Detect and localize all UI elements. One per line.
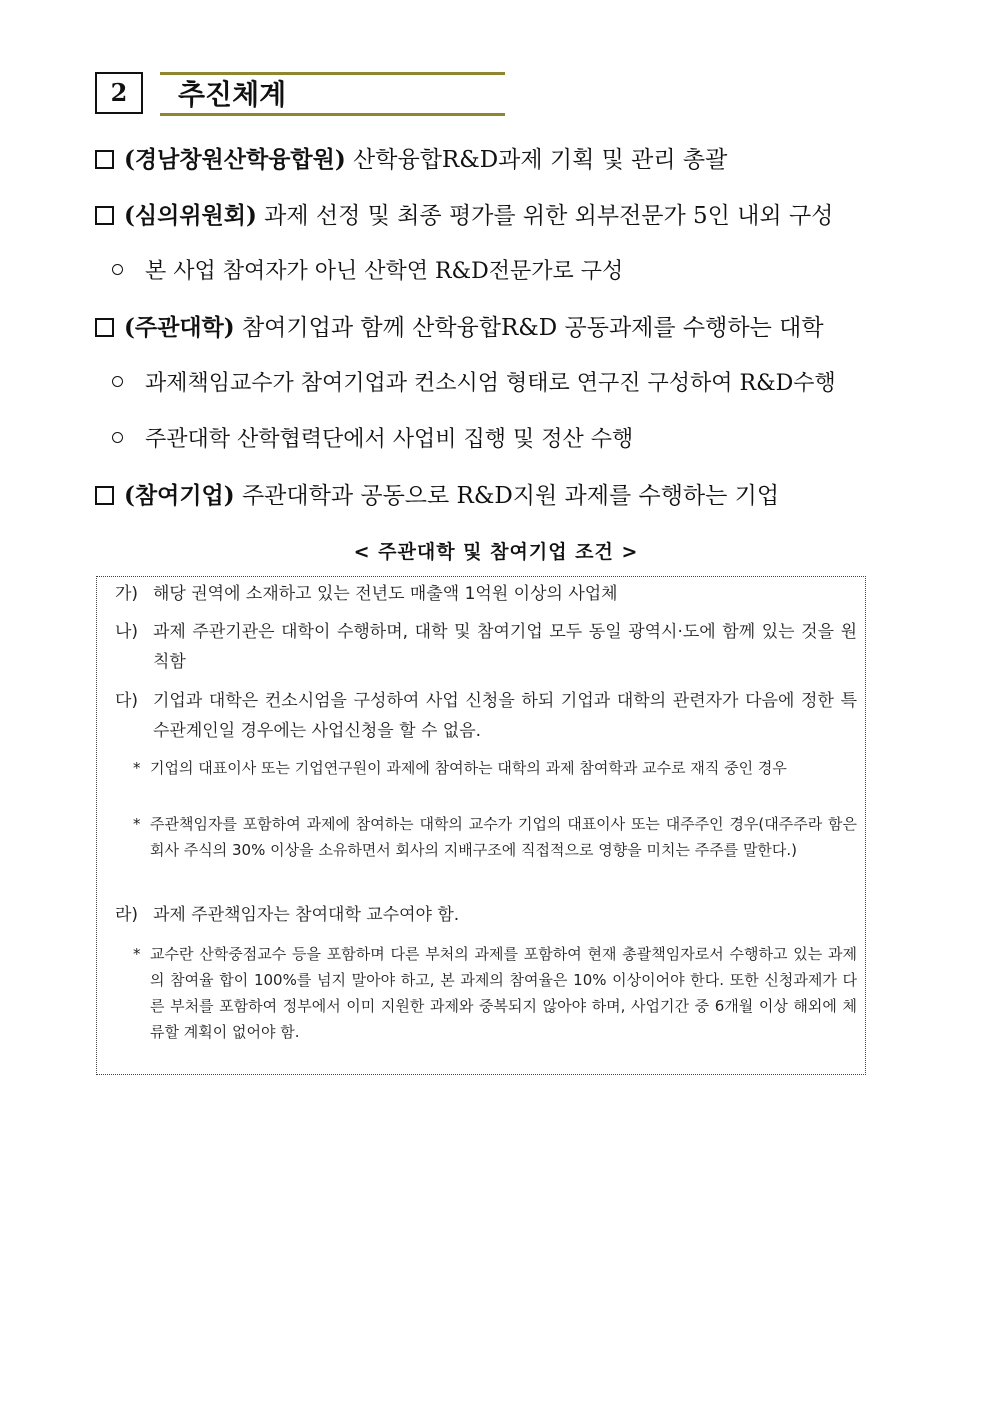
bullet-line-3 [95,311,824,345]
section-title: 추진체계 [178,78,287,111]
condition-marker: 나) [115,622,139,642]
sub-item-text: 주관대학 산학협력단에서 사업비 집행 및 정산 수행 [145,427,634,452]
bullet-text: 과제 선정 및 최종 평가를 위한 외부전문가 5인 내외 구성 [256,203,834,229]
bullet-text: 산학융합R&D과제 기획 및 관리 총괄 [345,147,728,173]
condition-note [133,755,857,781]
sub-item-text: 과제책임교수가 참여기업과 컨소시엄 형태로 연구진 구성하여 R&D수행 [145,371,836,396]
condition-item [115,686,857,746]
sub-item-3 [112,423,633,457]
condition-text: 과제 주관기관은 대학이 수행하며, 대학 및 참여기업 모두 동일 광역시·도에 함께 있는 것을 원칙함 [153,622,857,672]
square-bullet-icon [95,318,114,337]
condition-item [115,579,857,609]
circle-bullet-icon [112,432,123,443]
condition-item [115,617,857,677]
condition-text: 기업과 대학은 컨소시엄을 구성하여 사업 신청을 하되 기업과 대학의 관련자가 다음에 정한 특수관계인일 경우에는 사업신청을 할 수 없음. [153,691,857,741]
note-marker: * [133,759,141,777]
sub-item-text: 본 사업 참여자가 아닌 산학연 R&D전문가로 구성 [145,259,624,284]
note-text: 교수란 산학중점교수 등을 포함하며 다른 부처의 과제를 포함하여 현재 총괄책임자로서 수행하고 있는 과제의 참여율 합이 100%를 넘지 말아야 하고, 본 과제의 참여율은 10% 이상이어야 한다. 또한 신청과제가 다른 부처를 포함하여 정부에서 이미 지원한 과제와 중복되지 않아야 하며, 사업기간 중 6개월 이상 해외에 체류할 계획이 없어야 함. [150,945,857,1041]
conditions-box [96,576,866,1075]
square-bullet-icon [95,206,114,225]
bullet-label: (참여기업) [124,482,235,509]
conditions-title: < 주관대학 및 참여기업 조건 > [353,541,639,563]
note-marker: * [133,945,141,963]
bullet-line-1 [95,143,727,177]
condition-text: 해당 권역에 소재하고 있는 전년도 매출액 1억원 이상의 사업체 [153,584,618,604]
circle-bullet-icon [112,376,123,387]
note-text: 주관책임자를 포함하여 과제에 참여하는 대학의 교수가 기업의 대표이사 또는 대주주인 경우(대주주라 함은 회사 주식의 30% 이상을 소유하면서 회사의 지배구조에 직접적으로 영향을 미치는 주주를 말한다.) [150,815,857,859]
bullet-label: (심의위원회) [124,202,257,229]
section-header [95,72,507,118]
condition-marker: 라) [115,905,139,925]
bullet-line-2 [95,199,833,233]
bullet-label: (경남창원산학융합원) [124,146,346,173]
bullet-text: 주관대학과 공동으로 R&D지원 과제를 수행하는 기업 [234,483,780,509]
square-bullet-icon [95,150,114,169]
condition-text: 과제 주관책임자는 참여대학 교수여야 함. [153,905,460,925]
bullet-line-4 [95,479,779,513]
note-marker: * [133,815,141,833]
condition-marker: 다) [115,691,139,711]
condition-note [133,811,857,863]
bullet-label: (주관대학) [124,314,235,341]
sub-item-2 [112,367,836,401]
condition-item [115,900,857,930]
condition-marker: 가) [115,584,139,604]
condition-note [133,941,857,1045]
bullet-text: 참여기업과 함께 산학융합R&D 공동과제를 수행하는 대학 [234,315,824,341]
circle-bullet-icon [112,264,123,275]
note-text: 기업의 대표이사 또는 기업연구원이 과제에 참여하는 대학의 과제 참여학과 교수로 재직 중인 경우 [150,759,787,777]
section-number: 2 [95,72,143,114]
square-bullet-icon [95,486,114,505]
section-title-bar [160,72,505,116]
sub-item-1 [112,255,623,289]
